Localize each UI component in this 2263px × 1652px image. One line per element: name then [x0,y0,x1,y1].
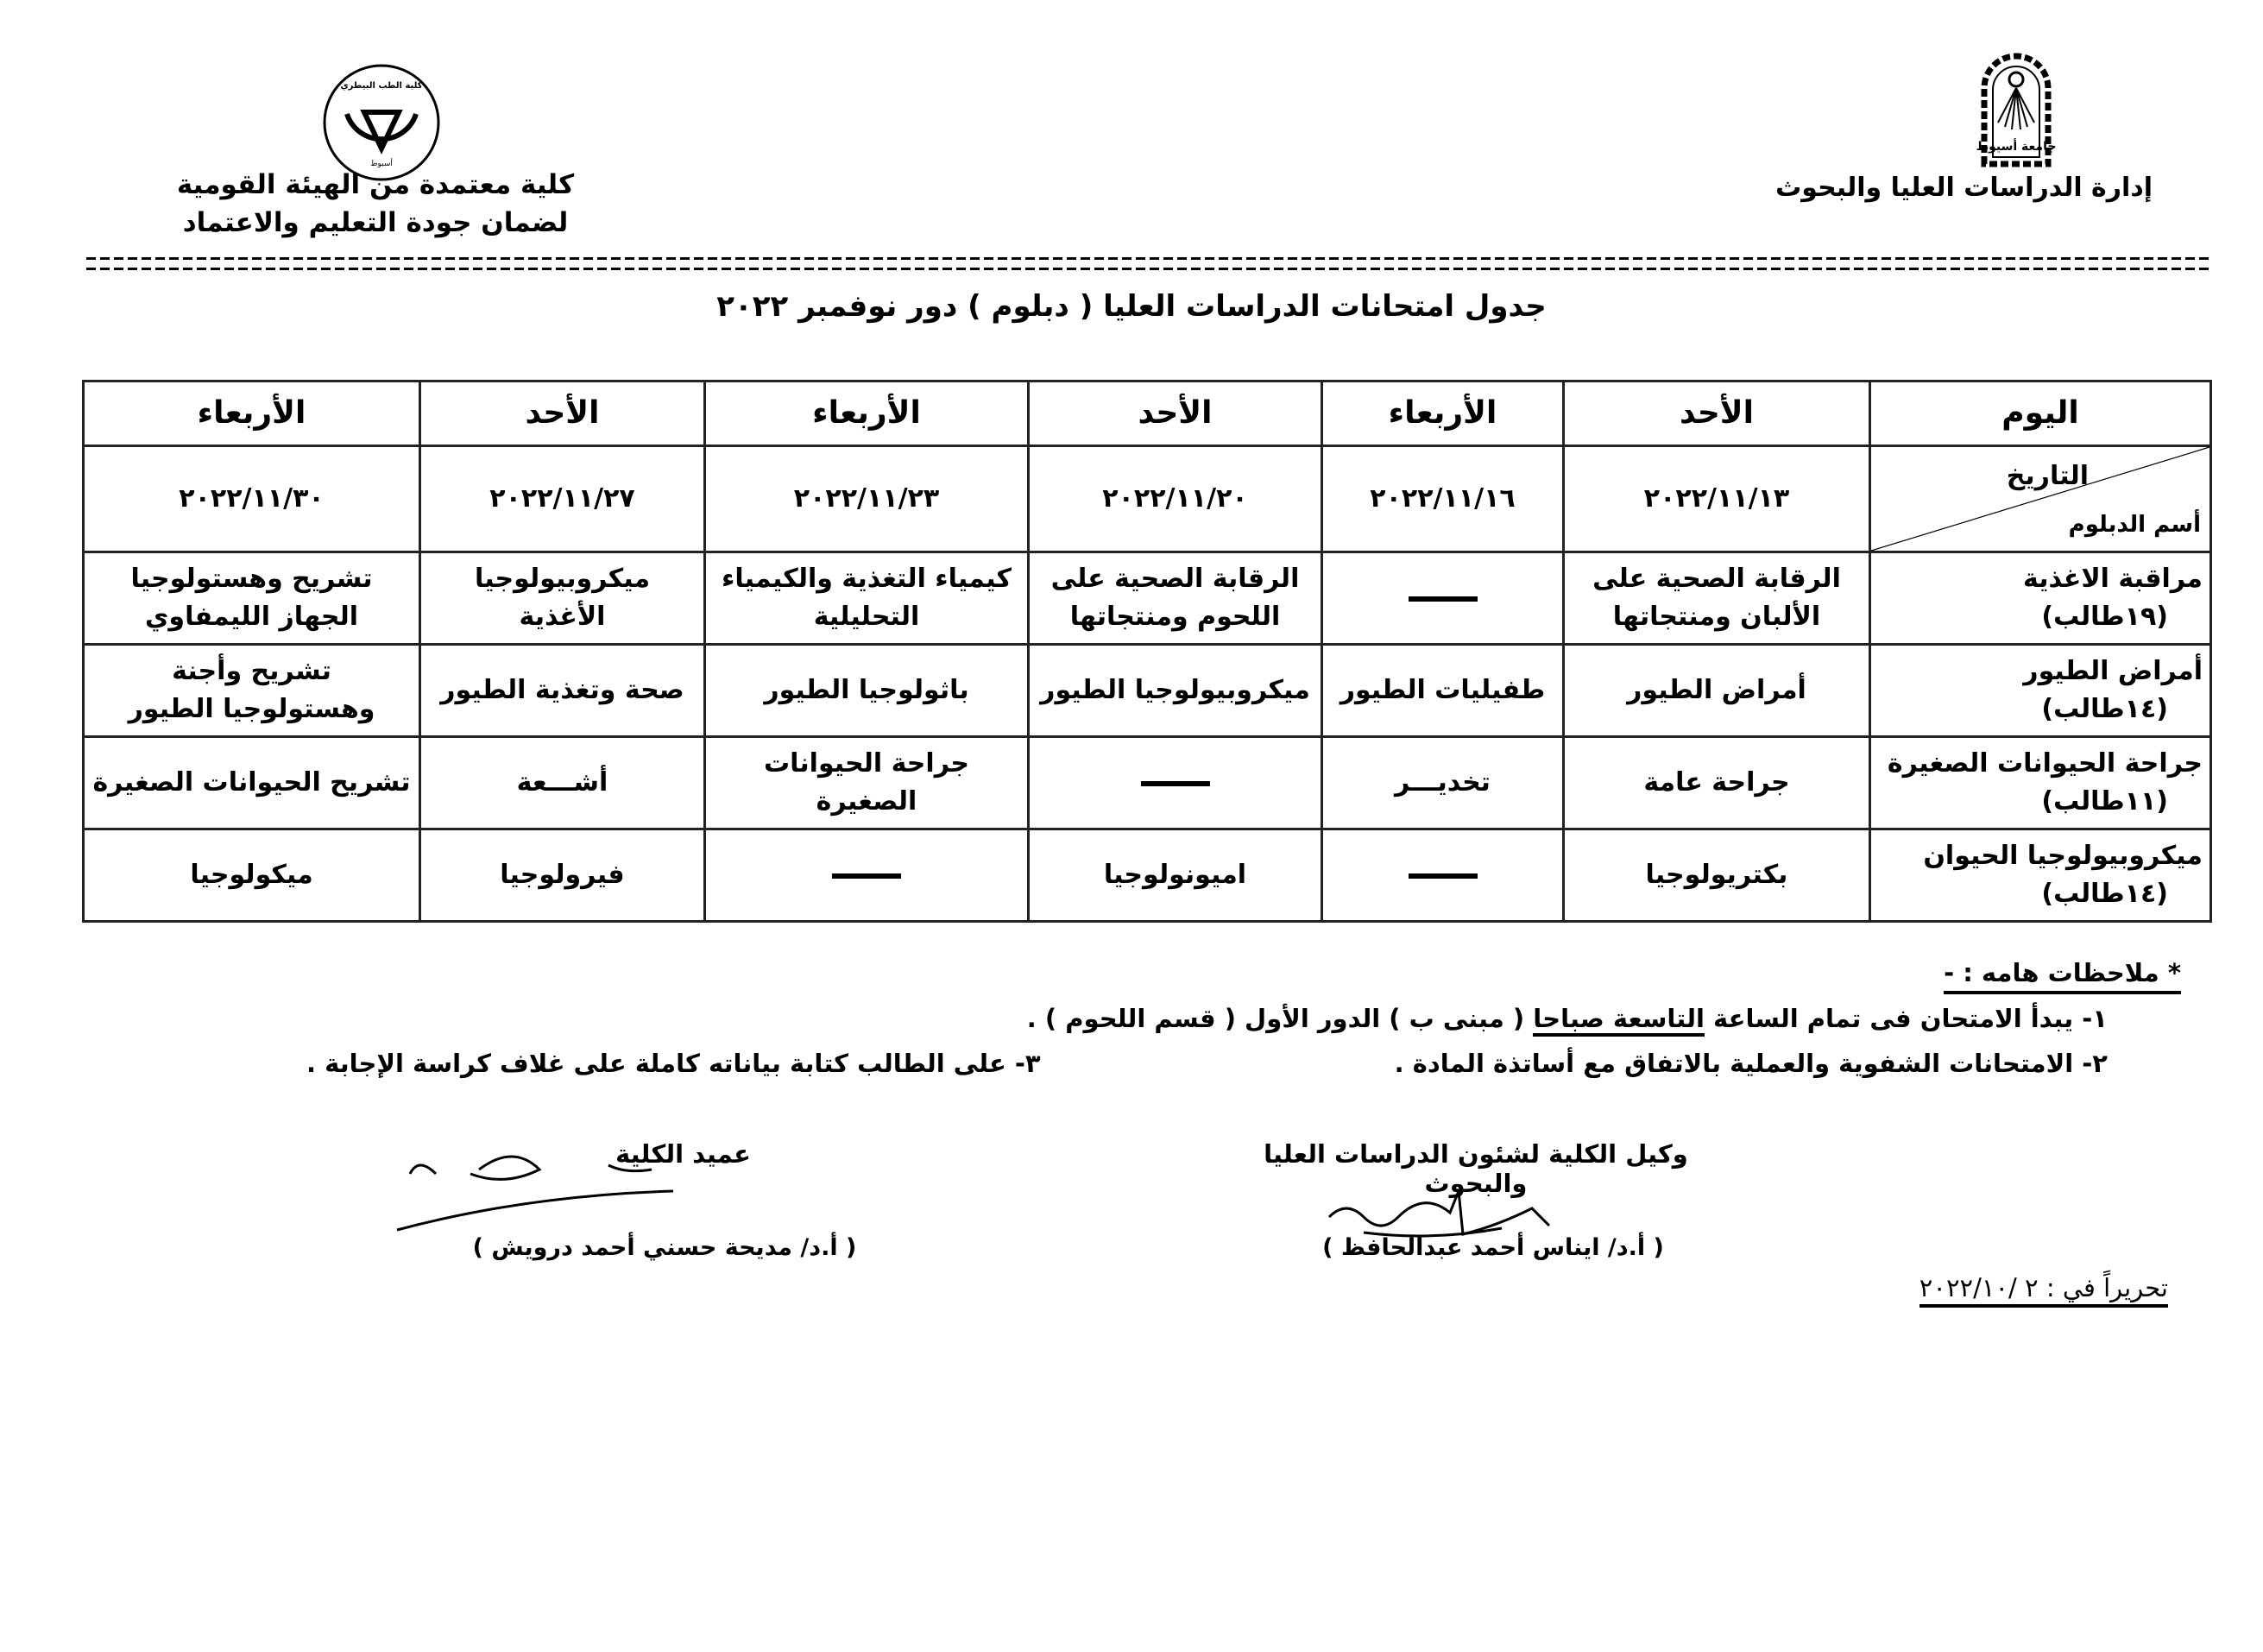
exam-cell: بكتريولوجيا [1564,829,1870,922]
university-logo [1976,54,2057,166]
separator-line [86,257,2209,260]
diploma-name: ميكروبيولوجيا الحيوان [1923,841,2203,871]
date-row [84,446,2211,552]
no-exam-dash [1409,873,1478,879]
exam-cell [1322,829,1564,922]
faculty-logo [321,62,442,183]
exam-cell [1322,552,1564,645]
diploma-name: مراقبة الاغذية [2023,564,2203,594]
exam-cell: الرقابة الصحية على الألبان ومنتجاتها [1564,552,1870,645]
exam-cell: تخديـــر [1322,737,1564,829]
date-header: ٢٠٢٢/١١/٢٣ [705,446,1029,552]
exam-cell: باثولوجيا الطيور [705,645,1029,737]
no-exam-dash [1409,596,1478,602]
exam-cell [705,829,1029,922]
diploma-name-cell [1870,552,2211,645]
note-1 [1027,1004,2108,1033]
exam-cell: طفيليات الطيور [1322,645,1564,737]
document-title: جدول امتحانات الدراسات العليا ( دبلوم ) دور نوفمبر ٢٠٢٢ [716,289,1547,324]
day-header: الأربعاء [1322,381,1564,446]
exam-cell: كيمياء التغذية والكيمياء التحليلية [705,552,1029,645]
dean-title: عميد الكلية [615,1139,751,1169]
note-1-prefix: ١- يبدأ الامتحان فى تمام الساعة [1704,1004,2108,1033]
corner-diagonal-cell [1870,446,2211,552]
department-heading: إدارة الدراسات العليا والبحوث [1775,173,2153,203]
written-on-date: تحريراً في : ٢ /٢٠٢٢/١٠ [1919,1273,2168,1308]
exam-cell: الرقابة الصحية على اللحوم ومنتجاتها [1029,552,1322,645]
corner-date-label: التاريخ [2006,461,2089,491]
student-count: (١١طالب) [2041,786,2168,817]
exam-cell: جراحة عامة [1564,737,1870,829]
student-count: (١٤طالب) [2041,694,2168,724]
date-header: ٢٠٢٢/١١/٣٠ [84,446,420,552]
no-exam-dash [832,873,901,879]
diploma-name: أمراض الطيور [2023,656,2203,686]
exam-cell: ميكروبيولوجيا الطيور [1029,645,1322,737]
corner-diploma-label: أسم الدبلوم [2068,512,2201,538]
day-row [84,381,2211,446]
note-1-suffix: ( مبنى ب ) الدور الأول ( قسم اللحوم ) . [1026,1004,1534,1033]
date-header: ٢٠٢٢/١١/١٣ [1564,446,1870,552]
accreditation-heading [173,166,578,242]
svg-text:كلية الطب البيطري: كلية الطب البيطري [340,81,423,91]
note-2: ٢- الامتحانات الشفوية والعملية بالاتفاق مع أساتذة المادة . [1394,1049,2108,1078]
exam-cell: أمراض الطيور [1564,645,1870,737]
exam-cell: ميكولوجيا [84,829,420,922]
exam-cell: فيرولوجيا [420,829,705,922]
vice-dean-title: وكيل الكلية لشئون الدراسات العليا والبحوث [1264,1139,1688,1198]
dean-name: ( أ.د/ مديحة حسني أحمد درويش ) [472,1234,857,1261]
exam-cell: تشريح وأجنة وهستولوجيا الطيور [84,645,420,737]
diploma-row [84,737,2211,829]
vice-dean-name: ( أ.د/ ايناس أحمد عبدالحافظ ) [1322,1234,1664,1261]
student-count: (١٤طالب) [2041,879,2168,909]
diploma-row [84,645,2211,737]
exam-cell: صحة وتغذية الطيور [420,645,705,737]
exam-cell: جراحة الحيوانات الصغيرة [705,737,1029,829]
diploma-name-cell [1870,737,2211,829]
date-header: ٢٠٢٢/١١/٢٠ [1029,446,1322,552]
exam-cell [1029,737,1322,829]
exam-cell: تشريح الحيوانات الصغيرة [84,737,420,829]
note-1-time: التاسعة صباحا [1533,1004,1705,1037]
exam-cell: اميونولوجيا [1029,829,1322,922]
diploma-row [84,552,2211,645]
student-count: (١٩طالب) [2041,602,2168,632]
date-header: ٢٠٢٢/١١/١٦ [1322,446,1564,552]
diploma-name-cell [1870,829,2211,922]
svg-text:جامعة أسيوط: جامعة أسيوط [1976,140,2057,154]
notes-title: * ملاحظات هامه : - [1944,958,2181,994]
dean-signature [393,1131,755,1234]
exam-cell: ميكروبيولوجيا الأغذية [420,552,705,645]
no-exam-dash [1141,781,1210,786]
diploma-row [84,829,2211,922]
exam-cell: تشريح وهستولوجيا الجهاز الليمفاوي [84,552,420,645]
diploma-name: جراحة الحيوانات الصغيرة [1887,748,2203,779]
separator-line [86,268,2209,270]
day-header: الأربعاء [84,381,420,446]
svg-text:أسيوط: أسيوط [370,160,393,168]
note-3: ٣- على الطالب كتابة بياناته كاملة على غلاف كراسة الإجابة . [306,1049,1041,1078]
accreditation-line-1: كلية معتمدة من الهيئة القومية [176,169,575,200]
corner-day-label: اليوم [1870,381,2211,446]
exam-schedule-table [82,380,2212,923]
diploma-name-cell [1870,645,2211,737]
day-header: الأحد [420,381,705,446]
day-header: الأحد [1564,381,1870,446]
accreditation-line-2: لضمان جودة التعليم والاعتماد [182,207,569,238]
day-header: الأحد [1029,381,1322,446]
exam-cell: أشـــعة [420,737,705,829]
day-header: الأربعاء [705,381,1029,446]
date-header: ٢٠٢٢/١١/٢٧ [420,446,705,552]
